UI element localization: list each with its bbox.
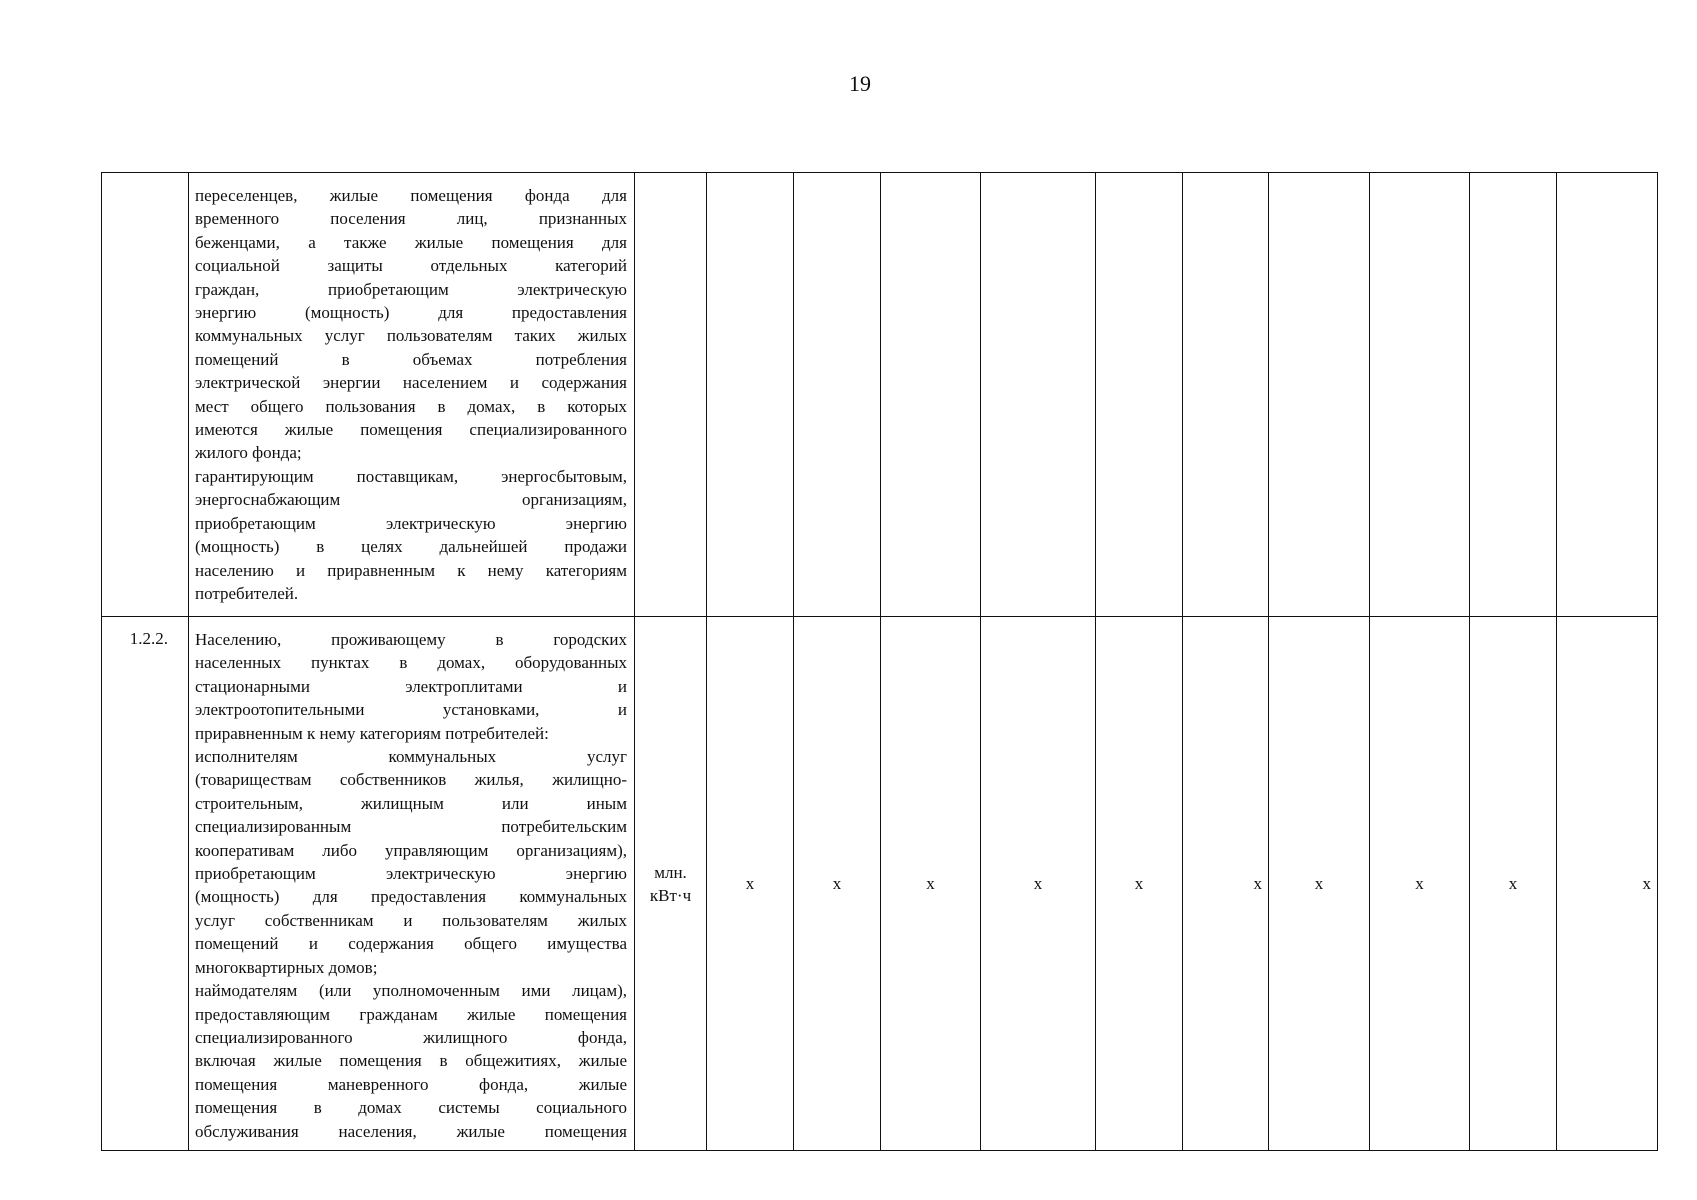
description-line: потребителей. (195, 583, 299, 603)
description-line: обслуживания населения, жилые помещения (195, 1121, 627, 1141)
value-cell: x (1269, 617, 1370, 1151)
tariff-table (101, 172, 1658, 1151)
description-line: гарантирующим поставщикам, энергосбытовым, (195, 466, 627, 486)
description-line: населению и приравненным к нему категориям (195, 560, 627, 580)
row-number: 1.2.2. (102, 617, 189, 1151)
description-line: специализированного жилищного фонда, (195, 1027, 627, 1047)
description-line: стационарными электроплитами и (195, 676, 627, 696)
description-line: приравненным к нему категориям потребителей: (195, 723, 549, 743)
value-cell (1096, 173, 1183, 617)
description-line: беженцами, а также жилые помещения для (195, 232, 627, 252)
description-line: (мощность) для предоставления коммунальных (195, 887, 627, 907)
description-line: мест общего пользования в домах, в которых (195, 396, 627, 416)
description-line: граждан, приобретающим электрическую (195, 279, 627, 299)
description-line: имеются жилые помещения специализированного (195, 420, 627, 440)
description-line: приобретающим электрическую энергию (195, 513, 627, 533)
value-cell: x (1183, 617, 1269, 1151)
page-number: 19 (849, 71, 871, 96)
description-line: наймодателям (или уполномоченным ими лицам), (195, 981, 627, 1001)
description-line: услуг собственникам и пользователям жилых (195, 910, 627, 930)
row-description (189, 173, 635, 617)
table-row (102, 173, 1658, 617)
unit-cell (635, 173, 707, 617)
unit-cell: млн. кВт·ч (635, 617, 707, 1151)
value-cell (707, 173, 794, 617)
value-cell (981, 173, 1096, 617)
description-line: приобретающим электрическую энергию (195, 864, 627, 884)
description-line: жилого фонда; (195, 443, 302, 463)
description-line: исполнителям коммунальных услуг (195, 747, 627, 767)
table-row (102, 617, 1658, 1151)
value-cell: x (794, 617, 881, 1151)
description-line: энергию (мощность) для предоставления (195, 303, 627, 323)
value-cell (1269, 173, 1370, 617)
description-line: переселенцев, жилые помещения фонда для (195, 186, 627, 205)
value-cell: x (981, 617, 1096, 1151)
value-cell: x (1557, 617, 1658, 1151)
description-line: (товариществам собственников жилья, жилищно- (195, 770, 627, 790)
value-cell: x (1370, 617, 1470, 1151)
value-cell (794, 173, 881, 617)
row-number (102, 173, 189, 617)
value-cell: x (881, 617, 981, 1151)
description-line: предоставляющим гражданам жилые помещения (195, 1004, 627, 1024)
description-line: социальной защиты отдельных категорий (195, 256, 627, 276)
description-line: электрической энергии населением и содержания (195, 373, 627, 393)
description-line: включая жилые помещения в общежитиях, жилые (195, 1051, 627, 1071)
row-description (189, 617, 635, 1151)
description-line: помещений в объемах потребления (195, 349, 627, 369)
description-line: помещений и содержания общего имущества (195, 934, 627, 954)
value-cell (881, 173, 981, 617)
value-cell: x (1096, 617, 1183, 1151)
description-line: кооперативам либо управляющим организациям), (195, 840, 627, 860)
description-line: (мощность) в целях дальнейшей продажи (195, 537, 627, 557)
value-cell: x (707, 617, 794, 1151)
value-cell (1557, 173, 1658, 617)
description-line: Населению, проживающему в городских (195, 630, 627, 649)
value-cell: x (1470, 617, 1557, 1151)
value-cell (1470, 173, 1557, 617)
value-cell (1370, 173, 1470, 617)
description-line: помещения маневренного фонда, жилые (195, 1074, 627, 1094)
description-line: коммунальных услуг пользователям таких жилых (195, 326, 627, 346)
description-line: электроотопительными установками, и (195, 700, 627, 720)
description-line: помещения в домах системы социального (195, 1098, 627, 1118)
description-line: населенных пунктах в домах, оборудованных (195, 653, 627, 673)
description-line: энергоснабжающим организациям, (195, 490, 627, 510)
description-line: строительным, жилищным или иным (195, 793, 627, 813)
value-cell (1183, 173, 1269, 617)
description-line: многоквартирных домов; (195, 957, 378, 977)
description-line: специализированным потребительским (195, 817, 627, 837)
description-line: временного поселения лиц, признанных (195, 209, 627, 229)
